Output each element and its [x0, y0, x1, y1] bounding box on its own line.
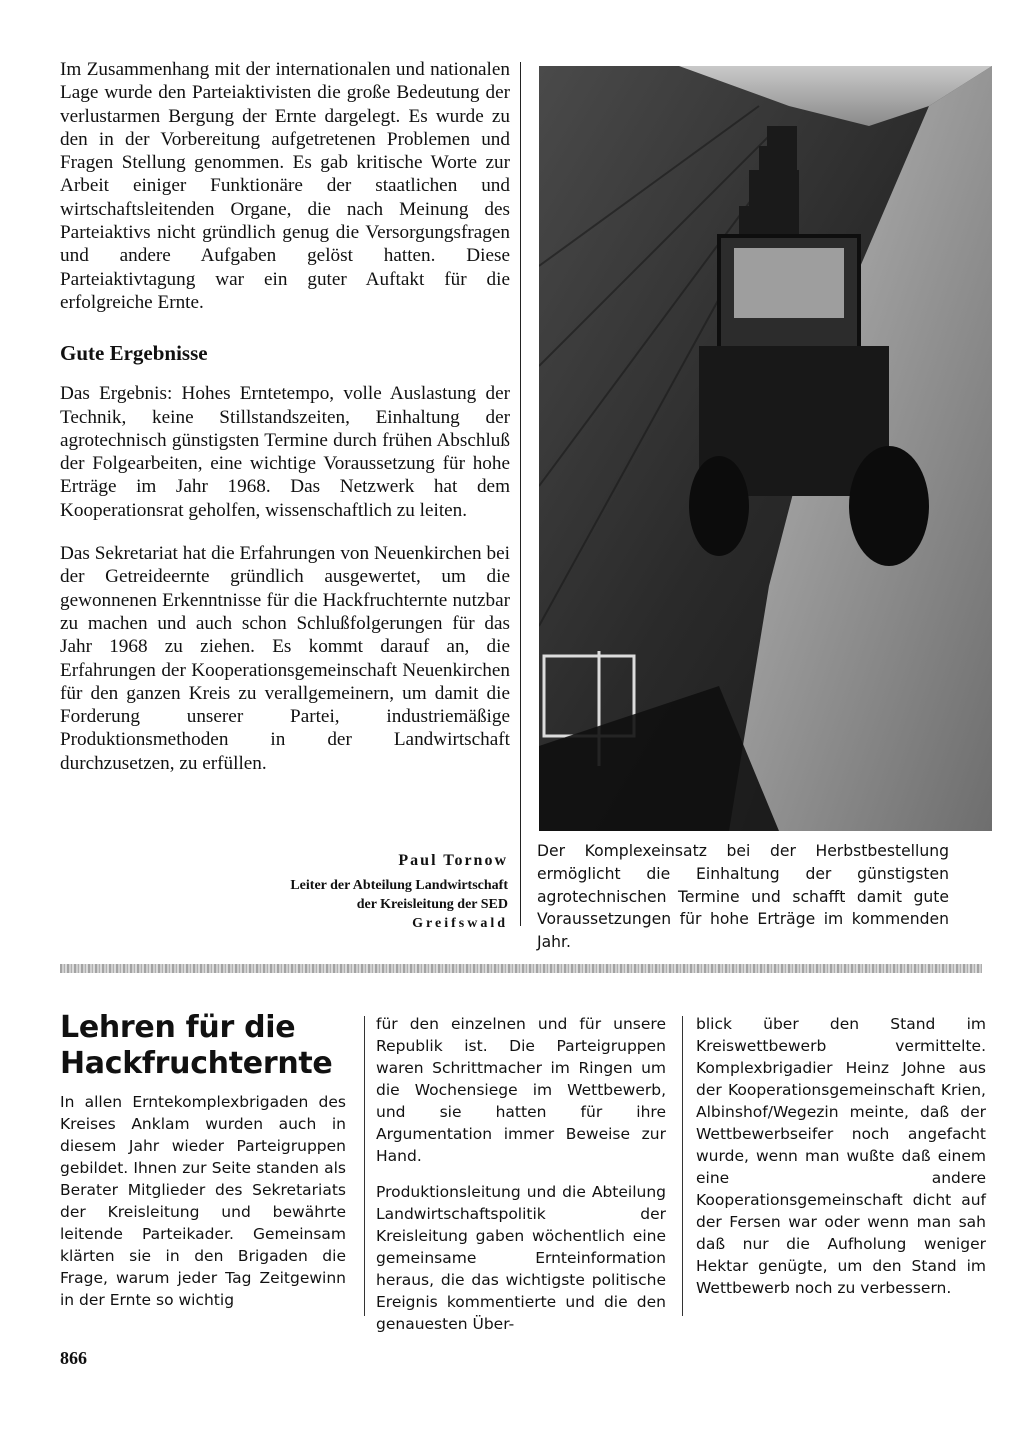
author-title-line-1: Leiter der Abteilung Landwirtschaft: [290, 878, 508, 893]
bottom-col1-text: In allen Erntekomplexbrigaden des Kreises Anklam wurden auch in diesem Jahr wieder Parteigruppen gebildet. Ihnen zur Seite standen als Berater Mitglieder des Sekretariats der Kreisleitung und bewährte leitende Parteikader. Gemeinsam klärten sie in den Brigaden die Frage, warum jeder Tag Zeitgewinn in der Ernte so wichtig: [60, 1093, 346, 1309]
page-number: 866: [60, 1348, 87, 1368]
bottom-column-rule-2: [682, 1016, 683, 1316]
bottom-column-rule-1: [364, 1016, 365, 1316]
column-divider-rule: [520, 62, 521, 926]
bottom-column-3: [696, 1013, 986, 1299]
author-signature: [200, 852, 508, 933]
photo-caption: Der Komplexeinsatz bei der Herbstbestellung ermöglicht die Einhaltung der günstigsten agrotechnischen Termine und schafft damit gute Voraussetzungen für hohe Erträge im kommenden Jahr.: [537, 842, 949, 952]
article-left-column: [60, 58, 510, 775]
author-city: Greifswald: [412, 916, 508, 931]
section-heading: Gute Ergebnisse: [60, 341, 208, 366]
headline-line-2: Hackfruchternte: [60, 1046, 333, 1081]
author-title-line-2: der Kreisleitung der SED: [356, 897, 508, 912]
bottom-column-2: [376, 1013, 666, 1335]
paragraph-1: Im Zusammenhang mit der internationalen und nationalen Lage wurde den Parteiaktivisten die große Bedeutung der verlustarmen Bergung der Ernte dargelegt. Es wurde zu den in der Vorbereitung aufgetretenen Problemen und Fragen Stellung genommen. Es gab kritische Worte zur Arbeit einiger Funktionäre der staatlichen und wirtschaftsleitenden Organe, die nach Meinung des Parteiaktivs nicht gründlich genug die Versorgungsfragen und andere Aufgaben gelöst hatten. Diese Parteiaktivtagung war ein guter Auftakt für die erfolgreiche Ernte.: [60, 59, 510, 313]
paragraph-2: Das Ergebnis: Hohes Erntetempo, volle Auslastung der Technik, keine Stillstandszeiten, Einhaltung der agrotechnisch günstigsten Termine durch frühen Abschluß der Folgearbeiten, eine wichtige Voraussetzung für hohe Erträge im Jahr 1968. Das Netzwerk hat dem Kooperationsrat geholfen, wissenschaftlich zu leiten.: [60, 383, 510, 521]
section-divider: [60, 964, 982, 973]
author-name: Paul Tornow: [398, 852, 508, 869]
headline-line-1: Lehren für die: [60, 1010, 296, 1045]
bottom-col2-para-1: für den einzelnen und für unsere Republik ist. Die Parteigruppen waren Schrittmacher im Ringen um die Wochensiege im Wettbewerb, und sie hatten für ihre Argumentation immer Beweise zur Hand.: [376, 1015, 666, 1165]
bottom-col3-text: blick über den Stand im Kreiswettbewerb vermittelte. Komplexbrigadier Heinz Johne aus der Kooperationsgemeinschaft Krien, Albinshof/Wegezin meinte, daß der Wettbewerbseifer noch angefacht wurde, wenn man wußte daß einem eine andere Kooperationsgemeinschaft dicht auf der Fersen war oder wenn man sah daß nur die Aufholung weniger Hektar genügte, um den Stand im Wettbewerb noch zu verbessern.: [696, 1015, 986, 1297]
tractor-field-photo: [539, 66, 992, 831]
article-headline: [60, 1010, 360, 1082]
bottom-col2-para-2: Produktionsleitung und die Abteilung Landwirtschaftspolitik der Kreisleitung gaben wöchentlich eine gemeinsame Ernteinformation heraus, die das wichtigste politische Ereignis kommentierte und die den genauesten Über-: [376, 1183, 666, 1333]
bottom-column-1: [60, 1091, 346, 1311]
paragraph-3: Das Sekretariat hat die Erfahrungen von Neuenkirchen bei der Getreideernte gründlich ausgewertet, um die gewonnenen Erkenntnisse für die Hackfruchternte nutzbar zu machen und auch schon Schlußfolgerungen für das Jahr 1968 zu ziehen. Es kommt darauf an, die Erfahrungen der Kooperationsgemeinschaft Neuenkirchen für den ganzen Kreis zu verallgemeinern, um damit die Forderung unserer Partei, industriemäßige Produktionsmethoden in der Landwirtschaft durchzusetzen, zu erfüllen.: [60, 543, 510, 774]
